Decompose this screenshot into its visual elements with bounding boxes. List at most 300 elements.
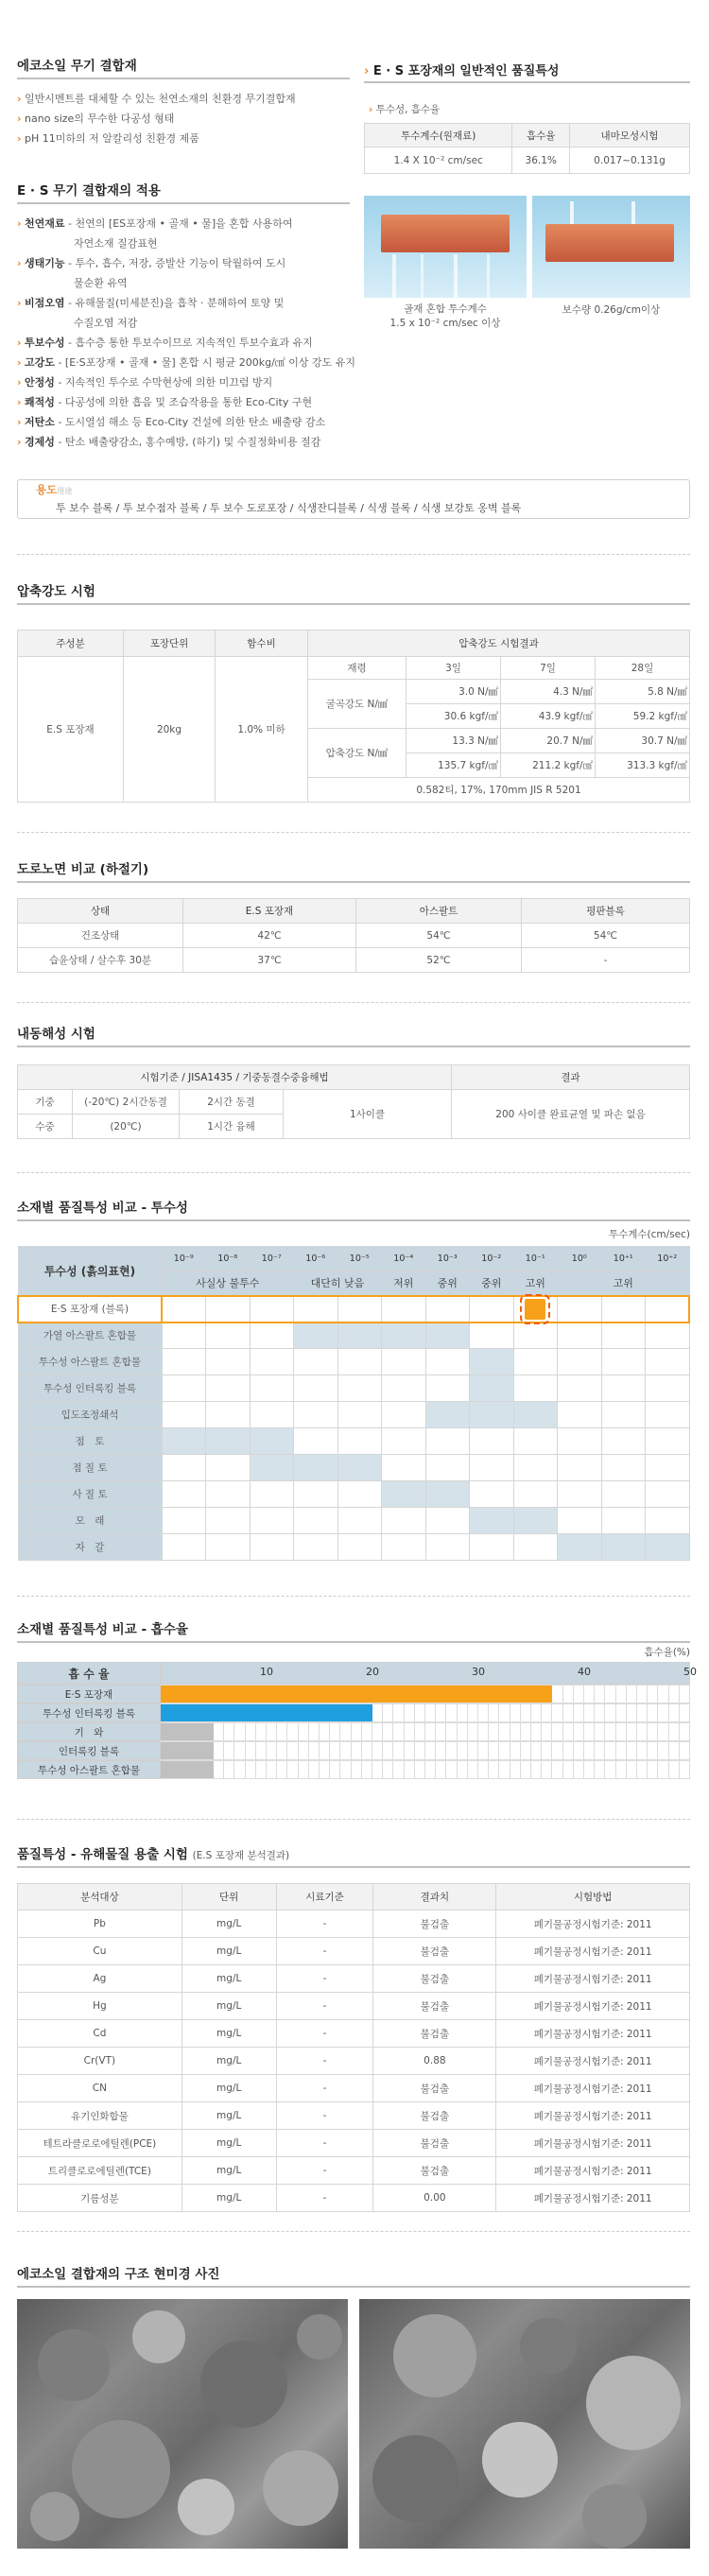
table-header: 아스팔트 [356,899,522,924]
perm-cell [382,1296,426,1323]
perm-cell [425,1428,470,1455]
perm-cell [425,1296,470,1323]
group-label: 사실상 불투수 [162,1271,294,1296]
perm-cell [162,1323,206,1349]
perm-cell [250,1455,294,1481]
quality-title: › E · S 포장재의 일반적인 품질특성 [364,64,560,78]
divider [17,2231,690,2232]
table-cell: 트리클로로에틸렌(TCE) [18,2157,182,2185]
divider [17,603,690,605]
perm-cell [337,1402,382,1428]
perm-cell [646,1402,690,1428]
table-header: 결과치 [373,1884,496,1910]
perm-cell [162,1534,206,1561]
row-label: 자 갈 [18,1534,162,1561]
table-cell: 폐기물공정시험기준: 2011 [496,1993,690,2020]
perm-cell [206,1375,251,1402]
table-cell: 30.7 N/㎟ [596,729,690,753]
bar [161,1723,214,1740]
group-label: 중위 [425,1271,470,1296]
table-cell: 불검출 [373,1910,496,1938]
table-cell: 43.9 kgf/㎠ [501,704,596,729]
table-header: 분석대상 [18,1884,182,1910]
table-cell: 폐기물공정시험기준: 2011 [496,2157,690,2185]
perm-cell [513,1455,558,1481]
perm-grid [17,1246,690,1561]
list-item: › nano size의 무수한 다공성 형태 [17,112,175,125]
perm-cell [513,1323,558,1349]
group-label: 고위 [513,1271,558,1296]
tick-label: 30 [472,1666,485,1678]
use-label: 용도用途 [33,482,75,497]
perm-cell [601,1323,646,1349]
perm-cell [382,1481,426,1508]
list-item: 자연소재 질감표현 [74,237,158,250]
list-item: 물순환 유역 [74,277,128,289]
divider [17,1219,690,1221]
perm-cell [513,1508,558,1534]
perm-cell [425,1534,470,1561]
perm-cell [558,1428,602,1455]
table-cell: - [522,948,690,973]
leach-table [17,1883,690,2212]
table-cell: 습윤상태 / 살수후 30분 [18,948,183,973]
divider [17,202,350,204]
perm-cell [250,1323,294,1349]
perm-cell [337,1508,382,1534]
table-cell: 테트라클로로에틸렌(PCE) [18,2130,182,2157]
table-header: 함수비 [216,631,308,657]
table-cell: 수중 [18,1115,73,1139]
perm-cell [513,1296,558,1323]
list-item: 수질오염 저감 [74,317,138,329]
bar-label: 인터록킹 블록 [17,1741,161,1760]
table-cell: - [276,2102,373,2130]
perm-cell [558,1481,602,1508]
perm-cell [294,1428,338,1455]
table-cell: E.S 포장재 [18,657,124,803]
table-cell: 폐기물공정시험기준: 2011 [496,2102,690,2130]
table-header: 평판블록 [522,899,690,924]
perm-cell [470,1428,514,1455]
perm-cell [558,1349,602,1375]
list-item: › 투보수성 - 흡수층 통한 투보수이므로 지속적인 투보수효과 유지 [17,337,313,349]
list-item: › 생태기능 - 투수, 흡수, 저장, 증발산 기능이 탁월하여 도시 [17,257,286,269]
table-cell: 불검출 [373,2075,496,2102]
perm-cell [382,1455,426,1481]
table-cell: - [276,1910,373,1938]
perm-cell [646,1375,690,1402]
divider [17,1596,690,1597]
table-cell: Hg [18,1993,182,2020]
perm-cell [294,1402,338,1428]
bar-label: 투수성 인터록킹 블록 [17,1703,161,1722]
table-cell: 폐기물공정시험기준: 2011 [496,1965,690,1993]
exponent-label: 10⁻³ [425,1247,470,1271]
perm-cell [206,1349,251,1375]
row-label: 입도조정쇄석 [18,1402,162,1428]
divider [364,81,690,83]
table-cell: - [276,2075,373,2102]
table-cell: 재령 [308,657,406,680]
table-cell: mg/L [182,2020,276,2048]
perm-cell [470,1481,514,1508]
eco-bullets [17,89,296,148]
exponent-label: 10⁻² [470,1247,514,1271]
table-cell: 1.0% 미하 [216,657,308,803]
list-item: › 경제성 - 탄소 배출량감소, 홍수예방, (하기) 및 수질정화비용 절감 [17,436,321,448]
row-label: E·S 포장재 (블록) [18,1296,162,1323]
perm-cell [382,1349,426,1375]
table-cell: 13.3 N/㎟ [406,729,501,753]
row-label: 점 질 토 [18,1455,162,1481]
table-cell: 1시간 융해 [180,1115,284,1139]
perm-cell [425,1508,470,1534]
table-cell: 1사이클 [284,1090,452,1139]
perm-cell [382,1428,426,1455]
table-header: 시험기준 / JISA1435 / 기중동결수중융해법 [18,1065,452,1090]
quality-sub: › 투수성, 흡수율 [369,104,441,115]
list-item: › 천연재료 - 천연의 [ES포장재 • 골재 • 물]을 혼합 사용하여 [17,217,293,230]
table-cell: 기름성분 [18,2185,182,2212]
perm-cell [294,1534,338,1561]
table-cell: Cr(VT) [18,2048,182,2075]
divider [17,832,690,833]
table-cell: 28일 [596,657,690,680]
divider [17,2286,690,2288]
table-cell: 4.3 N/㎟ [501,680,596,704]
perm-cell [337,1349,382,1375]
list-item: › 쾌적성 - 다공성에 의한 흡음 및 조습작용을 통한 Eco-City 구현 [17,396,313,408]
tick-label: 10 [260,1666,273,1678]
divider [17,1819,690,1820]
perm-cell [250,1296,294,1323]
perm-cell [206,1296,251,1323]
perm-cell [601,1455,646,1481]
perm-cell [470,1296,514,1323]
table-header: 상태 [18,899,183,924]
perm-cell [425,1349,470,1375]
table-header: 결과 [452,1065,690,1090]
group-label: 고위 [558,1271,690,1296]
table-cell: 37℃ [183,948,356,973]
list-item: › 저탄소 - 도시열섬 해소 등 Eco-City 건설에 의한 탄소 배출량 감소 [17,416,326,428]
tick-label: 40 [578,1666,591,1678]
table-cell: mg/L [182,2130,276,2157]
table-cell: 0.00 [373,2185,496,2212]
perm-cell [337,1323,382,1349]
divider [17,78,350,79]
perm-cell [513,1402,558,1428]
exponent-label: 10⁻⁶ [294,1247,338,1271]
perm-cell [294,1481,338,1508]
tick-label: 50 [683,1666,697,1678]
table-cell: mg/L [182,1993,276,2020]
perm-cell [470,1375,514,1402]
row-label: 점 토 [18,1428,162,1455]
table-cell: 36.1% [512,147,569,174]
exponent-label: 10⁻⁷ [250,1247,294,1271]
bar [161,1686,552,1703]
table-cell: 불검출 [373,2020,496,2048]
table-cell: 폐기물공정시험기준: 2011 [496,1910,690,1938]
perm-cell [250,1481,294,1508]
perm-cell [470,1508,514,1534]
exponent-label: 10⁻¹ [513,1247,558,1271]
perm-cell [206,1402,251,1428]
list-item: › 일반시멘트를 대체할 수 있는 천연소재의 친환경 무기결합재 [17,93,296,105]
exponent-label: 10⁰ [558,1247,602,1271]
perm-cell [646,1481,690,1508]
es-apply-title: E · S 무기 결합재의 적용 [17,183,161,199]
table-cell: Pb [18,1910,182,1938]
table-header: 주성분 [18,631,124,657]
divider [17,1172,690,1173]
bar [161,1704,372,1721]
table-cell: - [276,2130,373,2157]
perm-cell [250,1402,294,1428]
perm-cell [646,1428,690,1455]
table-cell: 폐기물공정시험기준: 2011 [496,2130,690,2157]
perm-cell [162,1375,206,1402]
compress-table [17,630,690,803]
perm-cell [425,1455,470,1481]
exponent-label: 10⁻⁸ [206,1247,251,1271]
table-cell: mg/L [182,2185,276,2212]
absorb-unit: 흡수율(%) [644,1647,690,1658]
group-label: 중위 [470,1271,514,1296]
divider [17,1002,690,1003]
perm-cell [470,1402,514,1428]
table-cell: 20kg [124,657,216,803]
perm-cell [646,1323,690,1349]
perm-cell [250,1428,294,1455]
table-cell: 42℃ [183,924,356,948]
perm-cell [601,1375,646,1402]
table-cell: - [276,2048,373,2075]
quality-table [364,123,690,174]
table-cell: Cd [18,2020,182,2048]
table-cell: - [276,2020,373,2048]
perm-cell [601,1402,646,1428]
apply-list [17,214,357,452]
table-cell: 불검출 [373,2157,496,2185]
table-cell: 135.7 kgf/㎠ [406,753,501,778]
perm-cell [425,1402,470,1428]
surface-table [17,898,690,973]
perm-cell [601,1349,646,1375]
table-cell: 54℃ [356,924,522,948]
group-label: 대단히 낮음 [294,1271,382,1296]
perm-cell [646,1508,690,1534]
row-label: 투수성 아스팔트 혼합물 [18,1349,162,1375]
table-cell: 200 사이클 완료균열 및 파손 없음 [452,1090,690,1139]
table-cell: mg/L [182,1910,276,1938]
table-header: 흡수율 [512,124,569,147]
row-label: 사 질 토 [18,1481,162,1508]
divider [17,881,690,883]
use-text: 투 보수 블록 / 투 보수점자 블록 / 투 보수 도로포장 / 식생잔디블록 / 식생 블록 / 식생 보강토 옹벽 블록 [56,502,522,514]
perm-cell [337,1534,382,1561]
table-cell: 폐기물공정시험기준: 2011 [496,1938,690,1965]
absorb-title: 소재별 품질특성 비교 - 흡수율 [17,1622,188,1637]
brick-photo-2 [532,196,690,298]
perm-cell [294,1455,338,1481]
perm-cell [162,1296,206,1323]
table-header: 투수계수(원재료) [365,124,512,147]
perm-cell [162,1455,206,1481]
table-cell: 0.017~0.131g [569,147,689,174]
list-item: › pH 11미하의 저 알칼리성 친환경 제품 [17,132,199,145]
perm-cell [162,1402,206,1428]
table-cell: - [276,2185,373,2212]
perm-cell [470,1534,514,1561]
perm-cell [162,1481,206,1508]
perm-cell [513,1534,558,1561]
table-cell: 굴곡강도 N/㎟ [308,680,406,729]
table-header: 시료기준 [276,1884,373,1910]
perm-cell [294,1323,338,1349]
surface-title: 도로노면 비교 (하절기) [17,862,149,877]
table-cell: 불검출 [373,1965,496,1993]
perm-cell [558,1508,602,1534]
group-label: 저위 [382,1271,426,1296]
table-cell: 3일 [406,657,501,680]
table-cell: 불검출 [373,1993,496,2020]
bar [161,1761,214,1778]
perm-cell [558,1455,602,1481]
row-label: 투수성 인터록킹 블록 [18,1375,162,1402]
table-header: 압축강도 시험결과 [308,631,690,657]
table-header: 투수성 (흙의표현) [18,1247,162,1296]
table-cell: 2시간 동결 [180,1090,284,1115]
divider [17,1641,690,1643]
absorb-chart [17,1662,697,1794]
exponent-label: 10⁻⁴ [382,1247,426,1271]
perm-cell [425,1375,470,1402]
perm-cell [206,1455,251,1481]
table-cell: Cu [18,1938,182,1965]
perm-cell [250,1375,294,1402]
photo-caption-2: 보수량 0.26g/cm이상 [562,304,661,316]
table-cell: 폐기물공정시험기준: 2011 [496,2020,690,2048]
microscope-photo-2 [359,2299,690,2549]
list-item: › 비점오염 - 유해물질(미세분진)을 흡착 · 분해하여 토양 및 [17,297,285,309]
table-cell: (20℃) [73,1115,180,1139]
table-cell: 불검출 [373,2102,496,2130]
perm-cell [162,1349,206,1375]
perm-cell [425,1481,470,1508]
table-cell: mg/L [182,2157,276,2185]
perm-cell [382,1508,426,1534]
perm-cell [558,1323,602,1349]
exponent-label: 10⁻⁵ [337,1247,382,1271]
perm-cell [206,1534,251,1561]
perm-cell [337,1296,382,1323]
perm-cell [250,1508,294,1534]
micro-title: 에코소일 결합재의 구조 현미경 사진 [17,2267,220,2282]
perm-cell [382,1323,426,1349]
freeze-table [17,1064,690,1139]
table-cell: 211.2 kgf/㎠ [501,753,596,778]
table-cell: (-20℃) 2시간동결 [73,1090,180,1115]
table-cell: 59.2 kgf/㎠ [596,704,690,729]
perm-cell [646,1534,690,1561]
tick-label: 20 [366,1666,379,1678]
perm-cell [206,1508,251,1534]
table-cell: mg/L [182,2075,276,2102]
table-cell: 압축강도 N/㎟ [308,729,406,778]
perm-cell [250,1349,294,1375]
perm-cell [601,1481,646,1508]
table-cell: Ag [18,1965,182,1993]
perm-cell [513,1349,558,1375]
perm-cell [294,1296,338,1323]
table-cell: - [276,1965,373,1993]
table-cell: 불검출 [373,1938,496,1965]
table-cell: 폐기물공정시험기준: 2011 [496,2075,690,2102]
table-header: 단위 [182,1884,276,1910]
row-label: 가열 아스팔트 혼합물 [18,1323,162,1349]
absorb-head: 흡 수 율 [17,1662,161,1685]
perm-title: 소재별 품질특성 비교 - 투수성 [17,1201,188,1216]
perm-cell [294,1508,338,1534]
table-cell: 313.3 kgf/㎠ [596,753,690,778]
perm-cell [513,1481,558,1508]
table-cell: mg/L [182,1938,276,1965]
list-item: › 안정성 - 지속적인 투수로 수막현상에 의한 미끄럼 방지 [17,376,273,389]
freeze-title: 내동해성 시험 [17,1027,95,1042]
exponent-label: 10⁻⁹ [162,1247,206,1271]
photo-caption-1: 골재 혼합 투수계수 1.5 x 10⁻² cm/sec 이상 [389,303,501,329]
perm-cell [470,1349,514,1375]
bar-label: E·S 포장재 [17,1685,161,1703]
perm-cell [558,1534,602,1561]
perm-cell [646,1455,690,1481]
table-cell: - [276,2157,373,2185]
table-cell: 5.8 N/㎟ [596,680,690,704]
table-cell: 기중 [18,1090,73,1115]
table-cell: 0.582티, 17%, 170mm JIS R 5201 [308,778,690,803]
table-cell: 폐기물공정시험기준: 2011 [496,2048,690,2075]
perm-cell [337,1375,382,1402]
perm-unit: 투수계수(cm/sec) [608,1229,690,1240]
table-cell: - [276,1993,373,2020]
compress-title: 압축강도 시험 [17,584,95,599]
perm-cell [382,1534,426,1561]
table-cell: mg/L [182,2102,276,2130]
divider [17,1046,690,1047]
perm-cell [646,1349,690,1375]
exponent-label: 10⁺¹ [601,1247,646,1271]
leach-title: 품질특성 - 유해물질 용출 시험 (E.S 포장재 분석결과) [17,1847,290,1862]
brick-photo-1 [364,196,527,298]
table-header: 내마모성시험 [569,124,689,147]
perm-cell [513,1428,558,1455]
perm-cell [162,1428,206,1455]
table-cell: CN [18,2075,182,2102]
perm-cell [382,1402,426,1428]
eco-title: 에코소일 무기 결합재 [17,59,137,74]
perm-cell [206,1323,251,1349]
table-cell: 7일 [501,657,596,680]
perm-cell [162,1508,206,1534]
table-cell: mg/L [182,2048,276,2075]
perm-cell [294,1349,338,1375]
table-cell: mg/L [182,1965,276,1993]
bar [161,1742,214,1759]
perm-cell [250,1534,294,1561]
